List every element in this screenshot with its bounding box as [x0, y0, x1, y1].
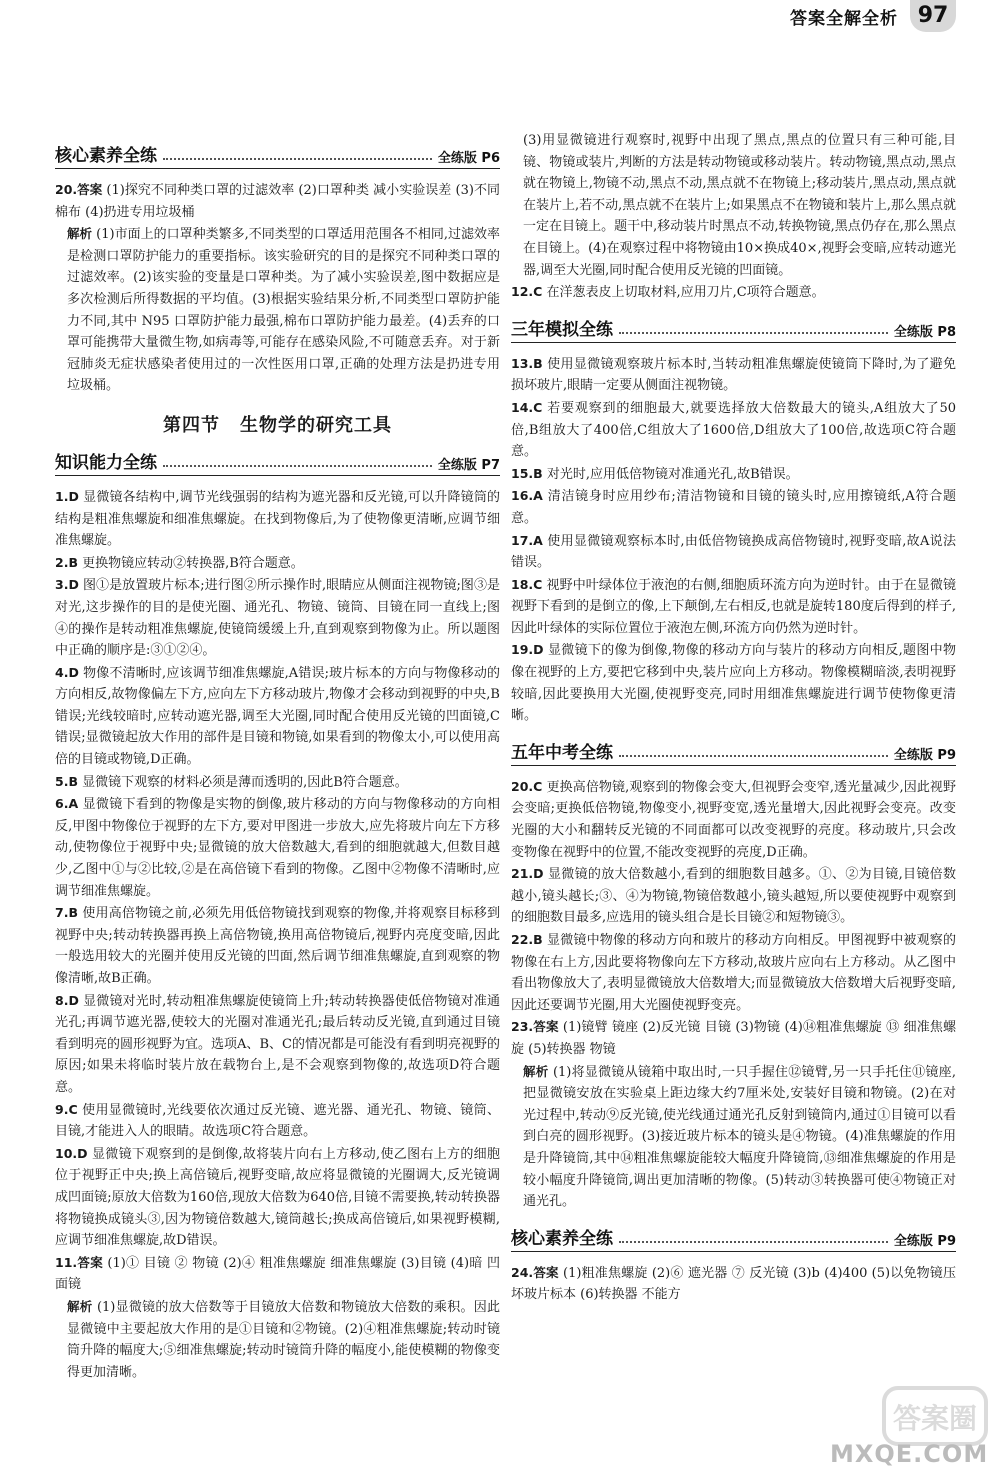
answer-label: 答案	[77, 182, 103, 197]
item-number: 15.B	[511, 465, 543, 481]
answer-label: 答案	[533, 1264, 559, 1280]
item-number: 8.D	[55, 992, 79, 1008]
item-text: 使用显微镜时,光线要依次通过反光镜、遮光器、通光孔、物镜、镜筒、目镜,才能进入人的眼睛。故选项C符合题意。	[55, 1102, 500, 1140]
item-number: 12.C	[511, 284, 543, 300]
analysis-11	[67, 1296, 500, 1383]
answer-item	[511, 397, 956, 463]
dotted-leader	[163, 465, 432, 467]
item-text: 显微镜的放大倍数越小,看到的细胞数目越多。①、②为目镜,目镜倍数越小,镜头越长;③、④为物镜,物镜倍数越小,镜头越短,所以要使视野中观察到的细胞数目最多,应选用的镜头组合是长目镜②和短物镜③。	[511, 867, 956, 926]
answer-label: 答案	[77, 1254, 103, 1270]
section-ref: 全练版 P9	[893, 1233, 956, 1249]
item-text: 对光时,应用低倍物镜对准通光孔,故B错误。	[546, 466, 799, 482]
item-number: 1.D	[55, 488, 79, 504]
item-text: 显微镜对光时,转动粗准焦螺旋使镜筒上升;转动转换器使低倍物镜对准通光孔;再调节遮光器,使较大的光圈对准通光孔;最后转动反光镜,直到通过目镜看到明亮的圆形视野为宜。选项A、B、C的情况都是可能没有看到明亮视野的原因;如果未将临时装片放在载物台上,是不会观察到物像的,故选项D符合题意。	[55, 993, 501, 1095]
header-title: 答案全解全析	[790, 9, 898, 29]
analysis-23	[523, 1061, 956, 1213]
watermark-url: MXQE.COM	[830, 1440, 989, 1468]
chapter-title	[55, 411, 500, 437]
answer-text: (1)粗准焦螺旋 (2)⑥ 遮光器 ⑦ 反光镜 (3)b (4)400 (5)以免物镜压坏玻片标本 (6)转换器 不能方	[511, 1265, 956, 1303]
item-number: 6.A	[55, 796, 79, 812]
answer-item	[55, 662, 500, 771]
item-number: 4.D	[55, 664, 79, 680]
answer-item-23	[511, 1016, 956, 1060]
section-title: 知识能力全练	[55, 452, 157, 473]
answer-item	[55, 486, 500, 552]
page-number: 97	[910, 0, 956, 32]
section-header-five-year	[511, 737, 956, 766]
item-number: 18.C	[511, 576, 543, 592]
item-number: 11.	[55, 1254, 78, 1270]
item-text: 图①是放置玻片标本;进行图②所示操作时,眼睛应从侧面注视物镜;图③是对光,这步操作的目的是使光圈、通光孔、物镜、镜筒、目镜在同一直线上;图④的操作是转动粗准焦螺旋,使镜筒缓缓上升,直到观察到物像为止。所以题图中正确的顺序是:③①②④。	[55, 578, 500, 659]
item-number: 20.	[55, 182, 78, 197]
section-header-knowledge	[55, 447, 500, 476]
analysis-20	[67, 223, 500, 397]
section-header-three-year	[511, 314, 956, 343]
answer-item	[511, 485, 956, 529]
item-text: 更换高倍物镜,观察到的物像会变大,但视野会变窄,透光量减少,因此视野会变暗;更换低倍物镜,物像变小,视野变宽,透光量增大,因此视野会变亮。改变光圈的大小和翻转反光镜的不同面都可以改变视野的亮度。移动玻片,只会改变物像在视野中的位置,不能改变视野的亮度,D正确。	[511, 779, 957, 860]
item-number: 5.B	[55, 773, 78, 789]
item-text: 使用显微镜观察标本时,由低倍物镜换成高倍物镜时,视野变暗,故A说法错误。	[511, 533, 956, 571]
item-text: 若要观察到的细胞最大,就要选择放大倍数最大的镜头,A组放大了50倍,B组放大了400倍,C组放大了1600倍,D组放大了100倍,故选项C符合题意。	[511, 400, 956, 460]
analysis-label: 解析	[523, 1063, 549, 1079]
answer-item	[511, 639, 956, 726]
item-text: 显微镜下的像为倒像,物像的移动方向与装片的移动方向相反,题图中物像在视野的上方,要把它移到中央,装片应向上方移动。物像模糊暗淡,表明视野较暗,因此要换用大光圈,使视野变亮,同时用细准焦螺旋进行调节使物像更清晰。	[511, 643, 956, 724]
answer-item	[55, 902, 500, 989]
left-column	[55, 130, 500, 1383]
answer-item	[55, 990, 500, 1099]
item-text: 使用高倍物镜之前,必须先用低倍物镜找到观察的物像,并将观察目标移到视野中央;转动转换器再换上高倍物镜,换用高倍物镜后,视野内亮度变暗,因此一般选用较大的光圈并使用反光镜的凹面,然后调节细准焦螺旋,直到观察的物像清晰,故B正确。	[55, 906, 501, 986]
section-ref: 全练版 P6	[437, 151, 500, 166]
answer-item-12	[511, 281, 956, 304]
dotted-leader	[619, 755, 888, 757]
analysis-text: (1)市面上的口罩种类繁多,不同类型的口罩适用范围各不相同,过滤效率是检测口罩防护能力的重要指标。该实验研究的目的是探究不同种类口罩的过滤效率。(2)该实验的变量是口罩种类。为了减小实验误差,图中数据应是多次检测后所得数据的平均值。(3)根据实验结果分析,不同类型口罩防护能力不同,其中 N95 口罩防护能力最强,棉布口罩防护能力最差。(4)丢弃的口罩可能携带大量微生物,如病毒等,可能存在感染风险,不可随意丢弃。对于新冠肺炎无症状感染者使用过的一次性医用口罩,正确的处理方法是扔进专用垃圾桶。	[67, 227, 500, 394]
section-ref: 全练版 P7	[437, 457, 500, 473]
answer-item	[511, 776, 956, 863]
item-text: 显微镜中物像的移动方向和玻片的移动方向相反。甲图视野中被观察的物像在右上方,因此要将物像向左下方移动,故玻片应向右上方移动。从乙图中看出物像放大了,表明显微镜放大倍数增大;而显微镜放大倍数增大后视野变暗,因此还要调节光圈,用大光圈使视野变亮。	[511, 933, 956, 1013]
item-number: 7.B	[55, 905, 78, 921]
item-number: 24.	[511, 1264, 534, 1280]
answer-item-20	[55, 179, 500, 223]
answer-text: (1)镜臂 镜座 (2)反光镜 目镜 (3)物镜 (4)⑭粗准焦螺旋 ⑬ 细准焦螺旋 (5)转换器 物镜	[511, 1020, 956, 1057]
item-number: 20.C	[511, 778, 543, 794]
item-text: 清洁镜身时应用纱布;清洁物镜和目镜的镜头时,应用擦镜纸,A符合题意。	[511, 489, 956, 526]
analysis-label: 解析	[67, 226, 93, 242]
answer-item	[55, 793, 500, 902]
dotted-leader	[619, 332, 888, 334]
item-number: 17.A	[511, 532, 543, 548]
item-number: 23.	[511, 1019, 534, 1035]
item-number: 22.B	[511, 932, 543, 947]
item-number: 13.B	[511, 355, 543, 371]
item-text: 更换物镜应转动②转换器,B符合题意。	[82, 555, 304, 571]
item-number: 10.D	[55, 1145, 88, 1161]
section-title: 三年模拟全练	[511, 319, 613, 340]
item-text: 显微镜下看到的物像是实物的倒像,玻片移动的方向与物像移动的方向相反,甲图中物像位于视野的左下方,要对甲图进一步放大,应先将玻片向左下方移动,使物像位于视野中央;显微镜的放大倍数越大,看到的细胞就越大,但数目越少,乙图中①与②比较,②是在高倍镜下看到的物像。乙图中②物像不清晰时,应调节细准焦螺旋。	[55, 797, 500, 899]
item-number: 19.D	[511, 642, 544, 658]
section-title: 五年中考全练	[511, 742, 613, 763]
section-title: 核心素养全练	[55, 146, 157, 166]
analysis-text: (1)显微镜的放大倍数等于目镜放大倍数和物镜放大倍数的乘积。因此显微镜中主要起放大作用的是①目镜和②物镜。(2)④粗准焦螺旋;转动时镜筒升降的幅度大;⑤细准焦螺旋;转动时镜筒升降的幅度小,能使模糊的物像变得更加清晰。	[67, 1299, 500, 1380]
item-text: 物像不清晰时,应该调节细准焦螺旋,A错误;玻片标本的方向与物像移动的方向相反,故物像偏左下方,应向左下方移动玻片,物像才会移动到视野的中央,B错误;光线较暗时,应转动遮光器,调至大光圈,同时配合使用反光镜的凹面镜,C错误;显微镜起放大作用的部件是目镜和物镜,如果看到的物像太小,可以使用高倍的目镜或物镜,D正确。	[55, 665, 500, 768]
item-text: 视野中叶绿体位于液泡的右侧,细胞质环流方向为逆时针。由于在显微镜视野下看到的是倒立的像,上下颠倒,左右相反,也就是旋转180度后得到的样子,因此叶绿体的实际位置位于液泡左侧,环流方向仍然为逆时针。	[511, 577, 956, 636]
section-header-core-literacy-2	[511, 1223, 956, 1252]
right-column	[511, 130, 956, 1306]
section-header-core-literacy	[55, 140, 500, 169]
analysis-text: (1)将显微镜从镜箱中取出时,一只手握住⑫镜臂,另一只手托住⑪镜座,把显微镜安放在实验桌上距边缘大约7厘米处,安装好目镜和物镜。(2)在对光过程中,转动⑨反光镜,使光线通过通光孔反射到镜筒内,通过①目镜可以看到白亮的圆形视野。(3)接近玻片标本的镜头是④物镜。(4)准焦螺旋的作用是升降镜筒,其中⑭粗准焦螺旋能较大幅度升降镜筒,⑬细准焦螺旋的作用是较小幅度升降镜筒,调出更加清晰的物像。(5)转动③转换器可使④物镜正对通光孔。	[523, 1064, 956, 1210]
answer-item-24	[511, 1262, 956, 1306]
item-text: 显微镜各结构中,调节光线强弱的结构为遮光器和反光镜,可以升降镜筒的结构是粗准焦螺旋和细准焦螺旋。在找到物像后,为了使物像更清晰,应调节细准焦螺旋。	[55, 489, 500, 549]
section-ref: 全练版 P8	[893, 324, 956, 340]
answer-item	[55, 552, 500, 575]
answer-item	[511, 530, 956, 574]
analysis-text: (3)用显微镜进行观察时,视野中出现了黑点,黑点的位置只有三种可能,目镜、物镜或装片,判断的方法是转动物镜或移动装片。转动物镜,黑点动,黑点就在物镜上,物镜不动,黑点不动,黑点就不在物镜上;移动装片,黑点动,黑点就在装片上,若不动,黑点就不在装片上;如果黑点不在物镜和装片上,那么黑点就一定在目镜上。题干中,移动装片时黑点不动,转换物镜,黑点仍存在,那么黑点在目镜上。(4)在观察过程中将物镜由10×换成40×,视野会变暗,应转动遮光器,调至大光圈,同时配合使用反光镜的凹面镜。	[523, 133, 956, 278]
analysis-label: 解析	[67, 1298, 93, 1314]
item-text: 显微镜下观察的材料必须是薄而透明的,因此B符合题意。	[82, 774, 408, 790]
answer-item	[55, 771, 500, 794]
page-header	[0, 0, 1000, 40]
answer-item	[55, 1143, 500, 1252]
answer-item	[511, 353, 956, 397]
answer-item	[511, 463, 956, 486]
answer-item	[511, 863, 956, 929]
chapter-section: 第四节	[163, 414, 220, 436]
analysis-11-continued	[523, 130, 956, 281]
item-number: 9.C	[55, 1101, 78, 1117]
answer-text: (1)① 目镜 ② 物镜 (2)④ 粗准焦螺旋 细准焦螺旋 (3)目镜 (4)暗 凹面镜	[55, 1255, 500, 1293]
answer-item	[55, 1099, 500, 1143]
item-number: 14.C	[511, 399, 543, 415]
section-title: 核心素养全练	[511, 1228, 613, 1249]
answer-item	[511, 929, 956, 1016]
item-number: 16.A	[511, 488, 543, 504]
answer-text: (1)探究不同种类口罩的过滤效率 (2)口罩种类 减小实验误差 (3)不同 棉布 (4)扔进专用垃圾桶	[55, 183, 500, 220]
chapter-name: 生物学的研究工具	[240, 414, 392, 436]
item-text: 显微镜下观察到的是倒像,故将装片向右上方移动,使乙图右上方的细胞位于视野正中央;换上高倍镜后,视野变暗,故应将显微镜的光圈调大,反光镜调成凹面镜;原放大倍数为160倍,现放大倍数为640倍,目镜不需要换,转动转换器将物镜换成镜头③,因为物镜倍数越大,镜筒越长;换成高倍镜后,如果视野模糊,应调节细准焦螺旋,故D错误。	[55, 1146, 500, 1249]
item-text: 使用显微镜观察玻片标本时,当转动粗准焦螺旋使镜筒下降时,为了避免损坏玻片,眼睛一定要从侧面注视物镜。	[511, 356, 957, 394]
answer-item-11	[55, 1252, 500, 1296]
item-number: 2.B	[55, 554, 78, 570]
answer-item	[55, 574, 500, 661]
dotted-leader	[619, 1241, 888, 1243]
dotted-leader	[163, 158, 432, 160]
item-number: 3.D	[55, 577, 79, 593]
section-ref: 全练版 P9	[893, 747, 956, 763]
watermark-logo-text: 答案圈	[892, 1402, 978, 1435]
answer-label: 答案	[533, 1019, 559, 1035]
item-number: 21.D	[511, 866, 544, 882]
item-text: 在洋葱表皮上切取材料,应用刀片,C项符合题意。	[546, 285, 825, 301]
answer-item	[511, 574, 956, 640]
